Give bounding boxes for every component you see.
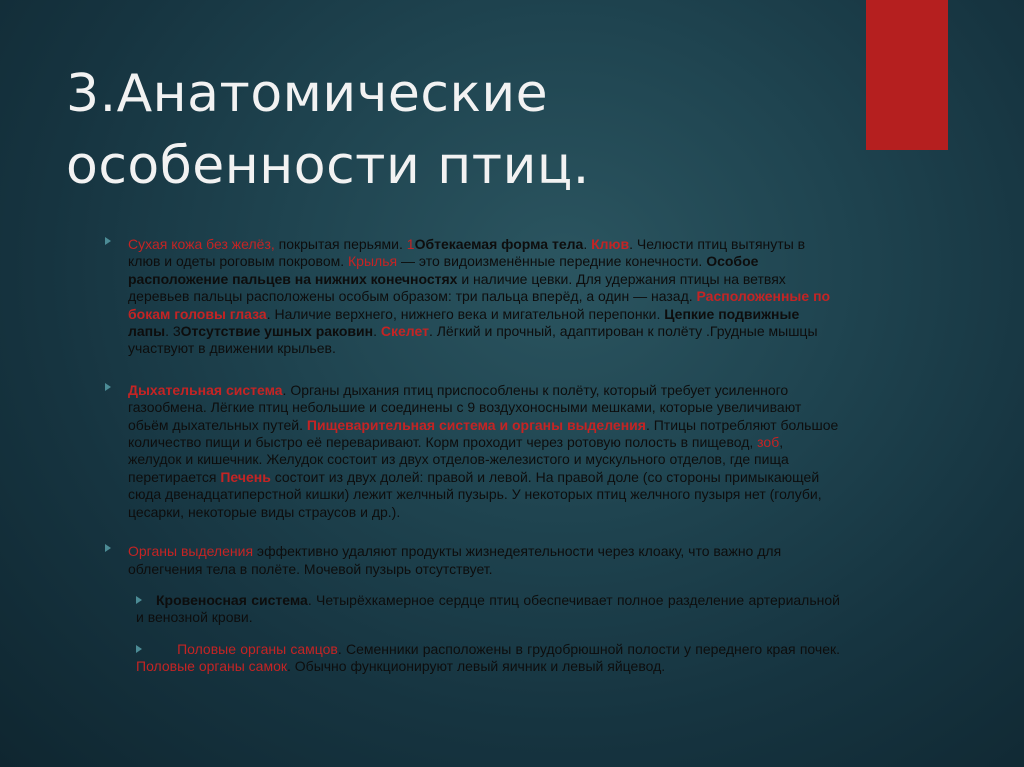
bullet-icon bbox=[136, 645, 142, 653]
bold-text: Кровеносная система bbox=[156, 591, 308, 608]
paragraph-respiratory-digestive bbox=[128, 382, 840, 521]
body-text: . Органы дыхания птиц приспособлены к полёту, который требует усиленного газообмена. Лёгкие птиц небольшие и соединены с 9 воздухоносными мешками, которые увеличивают обьём дыхательных путей. bbox=[128, 381, 802, 433]
bullet-icon bbox=[105, 383, 111, 391]
paragraph-circulatory bbox=[128, 592, 840, 627]
paragraph-anatomy bbox=[128, 236, 840, 358]
accent-bar bbox=[866, 0, 948, 150]
body-text: покрытая перьями. bbox=[274, 236, 407, 252]
highlight-text: Пищеварительная система и органы выделения bbox=[306, 416, 646, 433]
highlight-text: Крылья bbox=[348, 253, 398, 270]
highlight-text: зоб bbox=[757, 434, 780, 451]
highlight-text: Дыхательная система bbox=[128, 381, 283, 398]
body-text: эффективно удаляют продукты жизнедеятельности через клоаку, что важно для облегчения тела в полёте. Мочевой пузырь отсутствует. bbox=[128, 543, 782, 577]
highlight-text: Скелет bbox=[380, 323, 429, 340]
body-text: . 3 bbox=[165, 323, 181, 340]
slide-content bbox=[128, 236, 840, 676]
highlight-text: Клюв bbox=[591, 236, 630, 252]
body-text: . Четырёхкамерное сердце птиц обеспечивает полное разделение артериальной и венозной крови. bbox=[136, 591, 840, 626]
body-text: . Лёгкий и прочный, адаптирован к полёту .Грудные мышцы участвуют в движении крыльев. bbox=[128, 323, 818, 357]
slide-title: 3.Анатомические особенности птиц. bbox=[66, 64, 590, 196]
body-text: . Семенники расположены в грудобрюшной полости у переднего края почек. bbox=[337, 640, 840, 657]
bold-text: Особое расположение пальцев на нижних конечностях bbox=[128, 253, 759, 287]
body-text: состоит из двух долей: правой и левой. На правой доле (со стороны примыкающей сюда двенадцатиперстной кишки) лежит желчный пузырь. У некоторых птиц желчного пузыря нет (голуби, цесарки, некоторые виды страусов и др.). bbox=[128, 468, 822, 520]
body-text: . bbox=[583, 236, 592, 252]
bold-text: Обтекаемая форма тела bbox=[414, 236, 584, 252]
body-text: и наличие цевки. Для удержания птицы на ветвях деревьев пальцы расположены особым образом: три пальца вперёд, а один — назад. bbox=[128, 270, 786, 305]
highlight-text: Органы выделения bbox=[128, 543, 254, 560]
paragraph-excretory bbox=[128, 543, 840, 578]
bullet-icon bbox=[105, 544, 111, 552]
bold-text: Цепкие подвижные лапы bbox=[128, 305, 800, 340]
highlight-text: Половые органы самцов bbox=[177, 640, 338, 657]
body-text: . Обычно функционируют левый яичник и левый яйцевод. bbox=[287, 658, 666, 675]
highlight-text: Сухая кожа без желёз, bbox=[128, 236, 275, 252]
highlight-text: Печень bbox=[220, 468, 271, 485]
body-text: , желудок и кишечник. Желудок состоит из двух отделов-железистого и мускульного отделов, где пища перетирается bbox=[128, 434, 789, 485]
bullet-icon bbox=[136, 596, 142, 604]
body-text: — это видоизменённые передние конечности. bbox=[397, 253, 707, 270]
body-text: . Челюсти птиц вытянуты в клюв и одеты роговым покровом. bbox=[128, 236, 806, 270]
footnote-link[interactable]: 1 bbox=[406, 236, 415, 252]
highlight-text: Половые органы самок bbox=[136, 658, 287, 675]
bold-text: Отсутствие ушных раковин bbox=[180, 323, 374, 340]
bullet-icon bbox=[105, 237, 111, 245]
body-text: . bbox=[373, 323, 381, 340]
body-text: . Птицы потребляют большое количество пищи и быстро её переваривают. Корм проходит через ротовую полость в пищевод, bbox=[128, 416, 839, 451]
paragraph-reproductive bbox=[128, 641, 840, 676]
highlight-text: Расположенные по бокам головы глаза bbox=[128, 288, 831, 322]
body-text: . Наличие верхнего, нижнего века и мигательной перепонки. bbox=[266, 305, 665, 322]
